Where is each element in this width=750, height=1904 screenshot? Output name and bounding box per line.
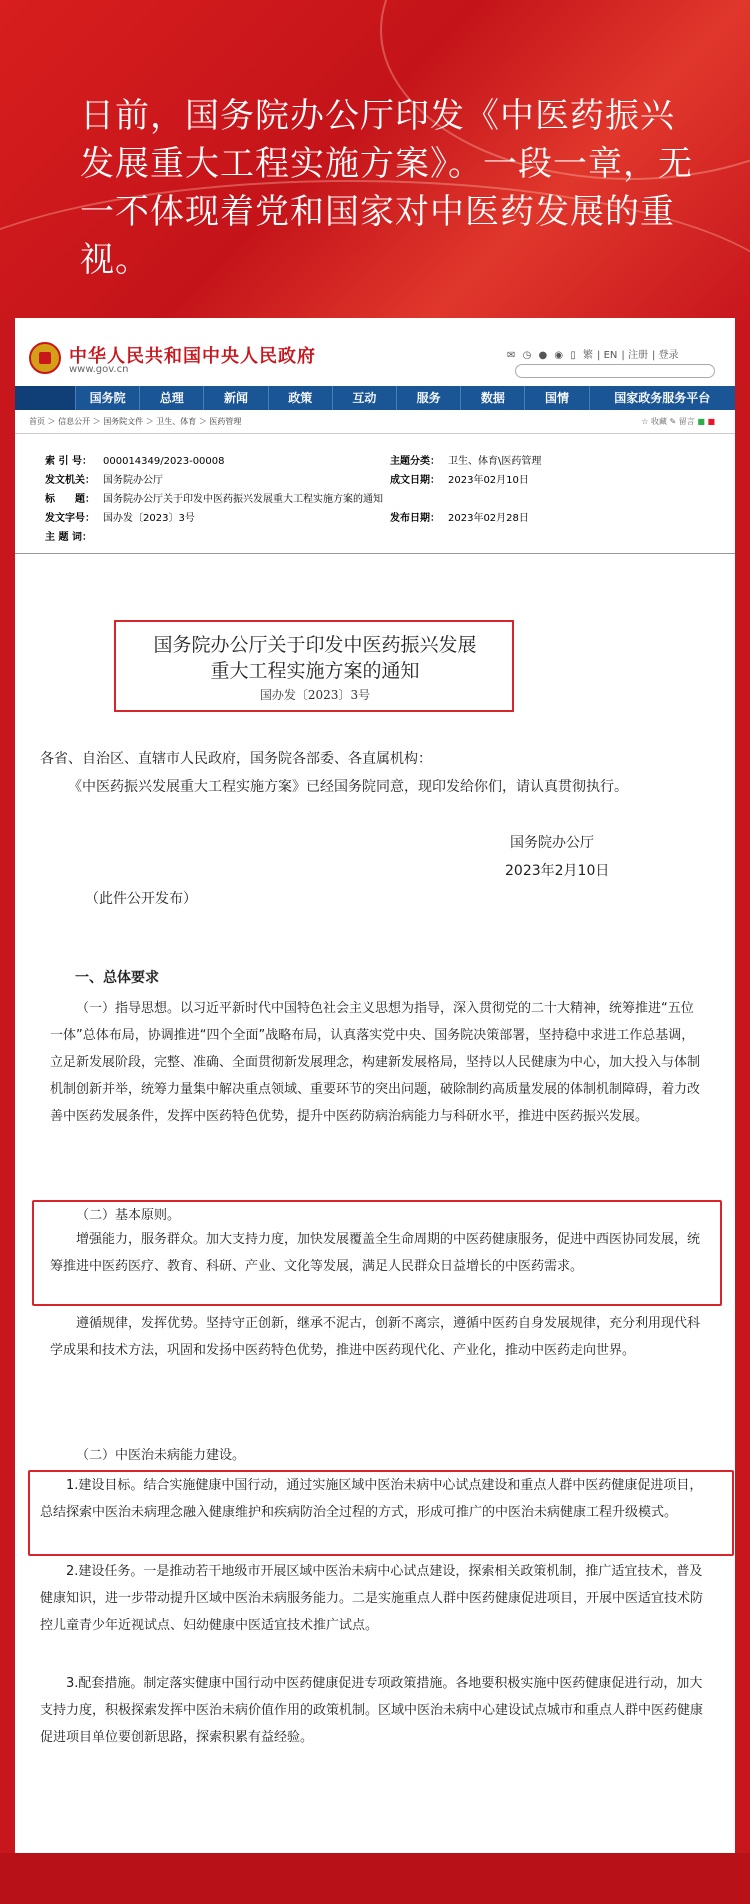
site-name: 中华人民共和国中央人民政府 [69, 346, 316, 367]
publish-note: （此件公开发布） [85, 891, 197, 907]
nav-item[interactable]: 新闻 [203, 386, 267, 410]
meta-label: 主题分类： [390, 456, 440, 467]
header-tools: ✉ ◷ ● ◉ ▯ 繁 | EN | 注册 | 登录 [507, 350, 679, 361]
pen-icon[interactable]: ✎ [669, 417, 677, 426]
notice-docno: 国办发〔2023〕3号 [259, 688, 371, 702]
task-paragraph: 2.建设任务。一是推动若干地级市开展区域中医治未病中心试点建设，探索相关政策机制，推广适宜技术，普及健康知识，进一步带动提升区域中医治未病服务能力。二是实施重点人群中医药健康促进项目，开展中医适宜技术防控儿童青少年近视试点、妇幼健康中医适宜技术推广试点。 [40, 1564, 704, 1633]
nav-item[interactable]: 数据 [460, 386, 524, 410]
nav-item[interactable]: 服务 [396, 386, 460, 410]
goal-paragraph: 1.建设目标。结合实施健康中国行动，通过实施区域中医治未病中心试点建设和重点人群中医药健康促进项目，总结探索中医治未病理念融入健康维护和疾病防治全过程的方式，形成可推广的中医治未病健康工程升级模式。 [40, 1478, 703, 1520]
meta-index: 000014349/2023-00008 [103, 456, 225, 467]
page-tools [641, 410, 715, 434]
meta-label: 主 题 词： [45, 532, 92, 543]
main-nav [15, 386, 735, 410]
principle-paragraph: 增强能力，服务群众。加大支持力度，加快发展覆盖全生命周期的中医药健康服务，促进中西医协同发展，统筹推进中医药医疗、教育、科研、产业、文化等发展，满足人民群众日益增长的中医药需求。 [50, 1232, 701, 1274]
national-emblem-icon [29, 342, 61, 374]
guiding-paragraph: （一）指导思想。以习近平新时代中国特色社会主义思想为指导，深入贯彻党的二十大精神，统筹推进“五位一体”总体布局，协调推进“四个全面”战略布局，认真落实党中央、国务院决策部署，坚持稳中求进工作总基调，立足新发展阶段，完整、准确、全面贯彻新发展理念，构建新发展格局，坚持以人民健康为中心，加大投入与体制机制创新并举，统筹力量集中解决重点领域、重要环节的突出问题，破除制约高质量发展的体制机制障碍，着力改善中医药发展条件，发挥中医药特色优势，提升中医药防病治病能力与科研水平，推进中医药振兴发展。 [50, 1001, 701, 1124]
measures-paragraph: 3.配套措施。制定落实健康中国行动中医药健康促进专项政策措施。各地要积极实施中医药健康促进行动，加大支持力度，积极探索发挥中医治未病价值作用的政策机制。区域中医治未病中心建设试点城市和重点人群中医药健康促进项目单位要创新思路，探索积累有益经验。 [40, 1676, 704, 1745]
footer-band [0, 1853, 750, 1904]
lang-traditional[interactable]: 繁 [583, 350, 594, 361]
sign-date: 2023年2月10日 [505, 863, 610, 879]
meta-label: 索 引 号： [45, 456, 92, 467]
nav-item[interactable]: 总理 [139, 386, 203, 410]
breadcrumb-item[interactable]: 医药管理 [209, 417, 242, 426]
star-icon[interactable]: ☆ [641, 417, 649, 426]
meta-pubdate: 2023年02月28日 [448, 513, 529, 524]
breadcrumb-item[interactable]: 卫生、体育 [156, 417, 197, 426]
collect-link[interactable]: 收藏 [650, 417, 667, 426]
wechat-icon[interactable]: ◉ [554, 350, 564, 361]
breadcrumb-item[interactable]: 首页 [29, 417, 45, 426]
share-wechat-icon[interactable]: ■ [697, 417, 705, 426]
tiananmen-icon [15, 386, 75, 410]
salutation: 各省、自治区、直辖市人民政府，国务院各部委、各直属机构： [40, 751, 432, 767]
nav-item[interactable]: 国家政务服务平台 [589, 386, 735, 410]
lang-english[interactable]: EN [603, 350, 618, 361]
clock-icon[interactable]: ◷ [522, 350, 532, 361]
meta-table [15, 434, 735, 554]
login-link[interactable]: 登录 [658, 350, 679, 361]
meta-date: 2023年02月10日 [448, 475, 529, 486]
weibo-icon[interactable]: ● [538, 350, 548, 361]
phone-icon[interactable]: ▯ [570, 350, 576, 361]
meta-label: 发文字号： [45, 513, 95, 524]
meta-label: 发文机关： [45, 475, 95, 486]
share-weibo-icon[interactable]: ■ [707, 417, 715, 426]
notice-title [115, 632, 515, 703]
meta-topic: 卫生、体育\医药管理 [448, 456, 542, 467]
meta-title: 国务院办公厅关于印发中医药振兴发展重大工程实施方案的通知 [103, 494, 383, 505]
breadcrumb: 首页 ＞ 信息公开 ＞ 国务院文件 ＞ 卫生、体育 ＞ 医药管理 ☆ 收藏 ✎ 留言 ■ ■ [15, 410, 735, 434]
site-url: www.gov.cn [69, 364, 129, 375]
breadcrumb-item[interactable]: 信息公开 [58, 417, 91, 426]
meta-docno: 国办发〔2023〕3号 [103, 513, 195, 524]
message-link[interactable]: 留言 [678, 417, 695, 426]
section-subheading: （二）中医治未病能力建设。 [76, 1448, 246, 1463]
principles-heading: （二）基本原则。 [76, 1208, 181, 1223]
principle-paragraph: 遵循规律，发挥优势。坚持守正创新，继承不泥古，创新不离宗，遵循中医药自身发展规律，充分利用现代科学成果和技术方法，巩固和发扬中医药特色优势，推进中医药现代化、产业化，推动中医药走向世界。 [50, 1316, 701, 1358]
headline: 日前，国务院办公厅印发《中医药振兴发展重大工程实施方案》。一段一章，无一不体现着党和国家对中医药发展的重视。 [80, 96, 693, 280]
notice-title-line: 国务院办公厅关于印发中医药振兴发展 [153, 634, 477, 656]
meta-issuer: 国务院办公厅 [103, 475, 163, 486]
nav-item[interactable]: 互动 [332, 386, 396, 410]
meta-label: 成文日期： [390, 475, 440, 486]
breadcrumb-item[interactable]: 国务院文件 [103, 417, 144, 426]
signature: 国务院办公厅 [510, 835, 594, 851]
meta-label: 发布日期： [390, 513, 440, 524]
nav-item[interactable]: 国情 [524, 386, 588, 410]
mail-icon[interactable]: ✉ [507, 350, 516, 361]
nav-item[interactable]: 国务院 [75, 386, 139, 410]
site-header [15, 318, 735, 386]
register-link[interactable]: 注册 [627, 350, 648, 361]
notice-title-line: 重大工程实施方案的通知 [210, 660, 420, 682]
intro-paragraph: 《中医药振兴发展重大工程实施方案》已经国务院同意，现印发给你们，请认真贯彻执行。 [68, 779, 628, 795]
search-input[interactable] [515, 364, 715, 378]
nav-item[interactable]: 政策 [268, 386, 332, 410]
section-heading: 一、总体要求 [75, 970, 159, 986]
meta-label: 标 题： [45, 494, 95, 505]
